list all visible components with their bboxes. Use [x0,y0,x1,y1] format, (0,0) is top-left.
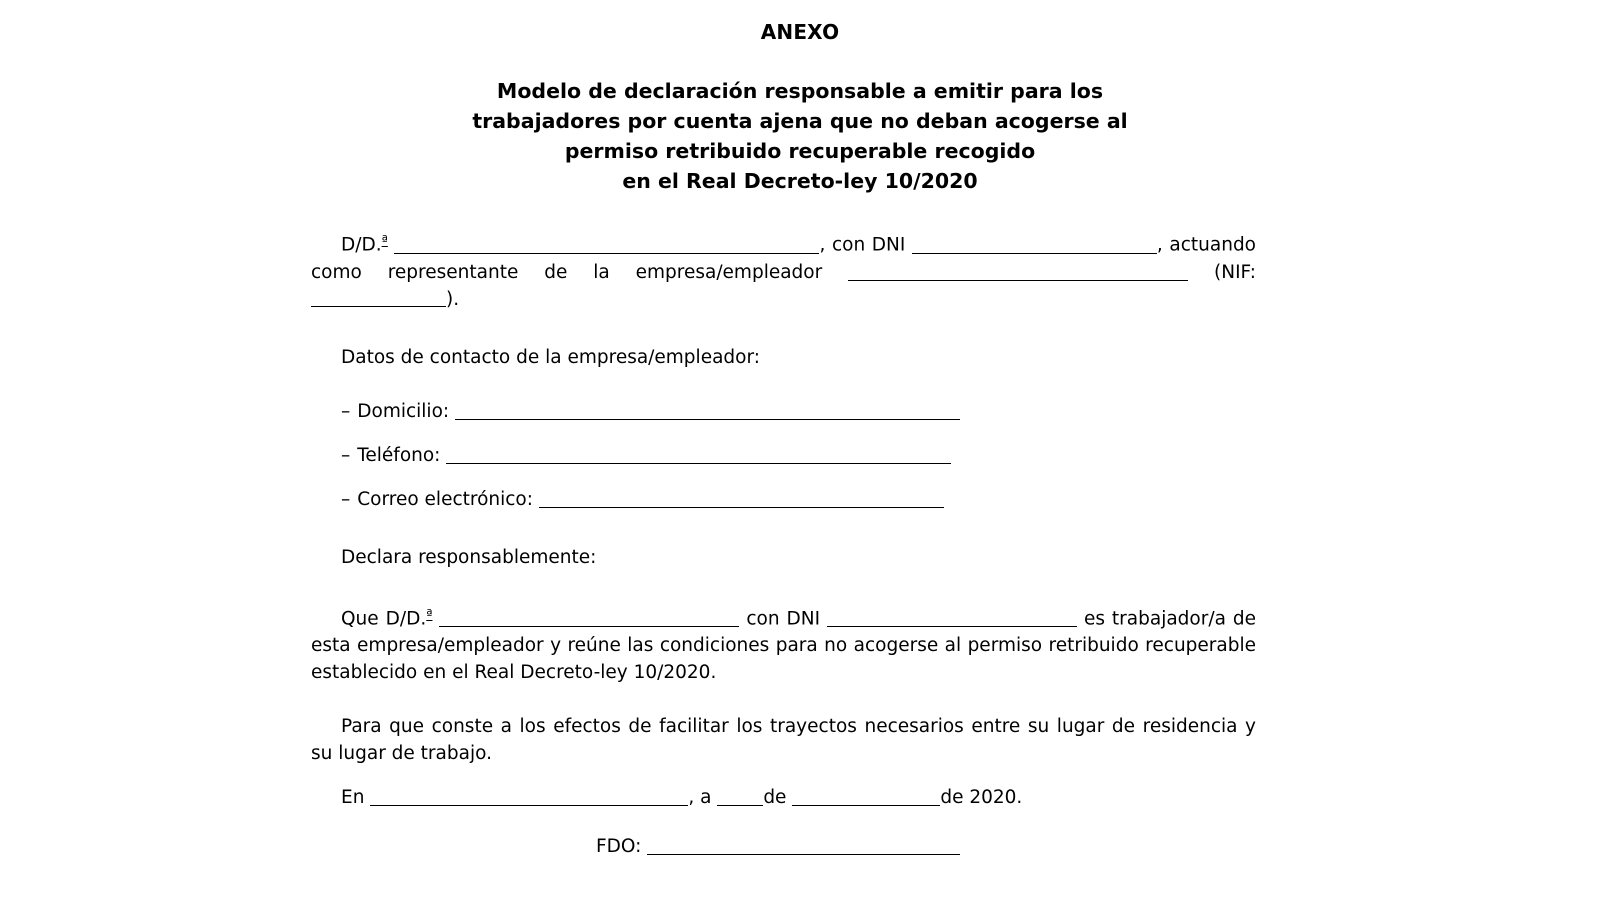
dash-bullet-icon: – [341,400,351,422]
worker-name-field[interactable] [439,610,739,627]
representative-name-field[interactable] [394,237,819,254]
date-de-1: de [763,787,787,808]
ordinal-feminine-a: ª [381,234,388,249]
dash-bullet-icon: – [341,488,351,510]
declaration-tail-es: es [1083,608,1105,630]
representative-dni-field[interactable] [912,237,1157,254]
telefono-field[interactable] [446,447,951,464]
domicilio-field[interactable] [455,403,960,420]
document-body [311,228,1256,767]
declaration-que: Que [341,608,379,630]
subtitle-line-1: Modelo de declaración responsable a emitir para los [496,79,1104,103]
signature-fdo-line [311,833,1256,860]
signature-date-line [311,784,1256,811]
declaration-heading: Declara responsablemente: [341,546,597,568]
intro-comma: , [819,234,826,256]
purpose-paragraph: Para que conste a los efectos de facilitar los trayectos necesarios entre su lugar de residencia y su lugar de trabajo. [311,716,1256,765]
signature-day-field[interactable] [717,789,763,806]
contact-heading: Datos de contacto de la empresa/empleador: [341,346,760,368]
intro-name-label: D/D. [341,234,382,256]
page-title: ANEXO [760,20,840,44]
spacer [311,371,1256,398]
signature-month-field[interactable] [792,789,940,806]
intro-dni-comma: , [1156,234,1163,256]
dash-bullet-icon: – [341,444,351,466]
contact-list [311,398,1256,513]
declaration-dni-label: con DNI [746,608,821,630]
company-nif-field[interactable] [311,290,446,307]
declaration-line-3: permiso retribuido recuperable establecido en el Real Decreto-ley 10/2020. [311,635,1256,684]
contact-item-domicilio [311,398,1256,425]
worker-dni-field[interactable] [827,610,1077,627]
subtitle-line-4: en el Real Decreto-ley 10/2020 [622,169,978,193]
signature-fdo-field[interactable] [647,838,960,855]
subtitle-line-2: trabajadores por cuenta ajena que no deban acogerse al [472,109,1128,133]
spacer [311,513,1256,544]
company-name-field[interactable] [848,264,1188,281]
fdo-label: FDO: [596,836,642,857]
contact-label-telefono: Teléfono: [357,444,441,466]
contact-item-telefono [311,442,1256,469]
correo-electronico-field[interactable] [539,491,944,508]
spacer [311,571,1256,602]
intro-continuation-text: actuando como representante de la empresa/empleador [311,234,1257,283]
subtitle-line-3: permiso retribuido recuperable recogido [564,139,1036,163]
declaration-paragraph [311,602,1256,687]
spacer [311,686,1256,713]
document-subtitle [0,76,1600,196]
contact-label-domicilio: Domicilio: [357,400,450,422]
date-comma-a: , a [688,787,712,808]
nif-close-paren: ). [446,288,460,310]
intro-dni-label: con DNI [831,234,906,256]
intro-paragraph [311,228,1256,313]
signature-place-field[interactable] [370,789,688,806]
nif-open-paren: (NIF: [1214,261,1256,283]
date-de-2-year: de 2020. [940,787,1023,808]
contact-label-correo: Correo electrónico: [357,488,533,510]
declaration-line-2: trabajador/a de esta empresa/empleador y reúne las condiciones para no acogerse al [311,608,1256,657]
ordinal-feminine-a: ª [426,607,433,623]
date-label-en: En [341,787,365,808]
declaration-name-label: D/D. [385,608,427,630]
signature-area [311,784,1256,860]
contact-item-correo [311,486,1256,513]
spacer [311,313,1256,344]
